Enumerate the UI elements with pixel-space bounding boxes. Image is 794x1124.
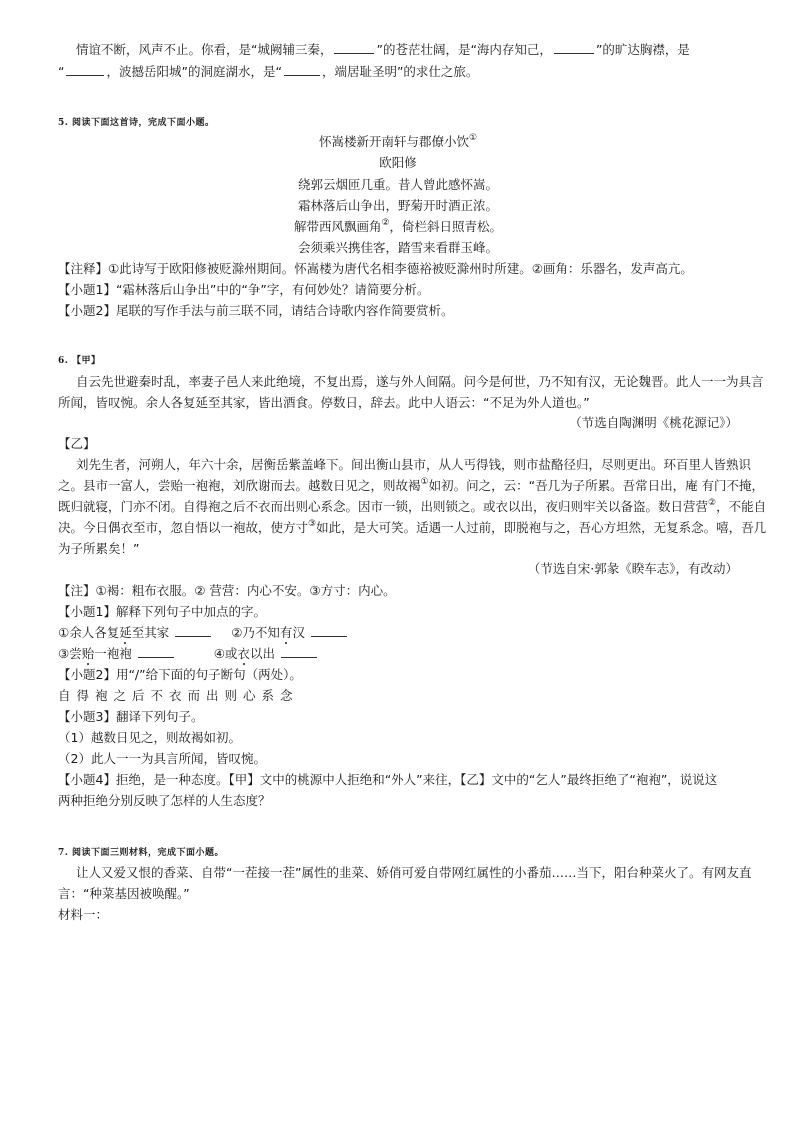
yi-text-line-2: 之。县市一富人，尝贻一袍袍，刘欣谢而去。越数日见之，则故褐①如初。问之，云：“吾几为子所累。吾常日出，庵 有门不掩， <box>58 477 765 493</box>
q6-sub-question-3: 【小题3】翻译下列句子。 <box>58 709 204 724</box>
answer-blank-4[interactable] <box>281 646 317 658</box>
word-item-row-1 <box>58 625 738 641</box>
jia-text-line-2: 所闻，皆叹惋。余人各复延至其家，皆出酒食。停数日，辞去。此中人语云：“不足为外人道也。” <box>58 395 590 410</box>
q5-note: 【注释】①此诗写于欧阳修被贬滁州期间。怀嵩楼为唐代名相李德裕被贬滁州时所建。②画角：乐器名，发声高亢。 <box>58 261 693 276</box>
q7-heading: 7. 阅读下面三则材料，完成下面小题。 <box>58 848 225 858</box>
answer-blank-1[interactable] <box>175 625 211 637</box>
word-item-row-2 <box>58 646 738 662</box>
poem-line-3: 解带西风飘画角②，倚栏斜日照青松。 <box>293 218 503 234</box>
q5-sub-question-1: 【小题1】“霜林落后山争出”中的“争”字，有何妙处？请简要分析。 <box>58 282 430 297</box>
answer-blank-2[interactable] <box>311 625 347 637</box>
poem-line-1: 绕郭云烟匝几重。昔人曾此感怀嵩。 <box>297 177 498 192</box>
q6-sub-question-2: 【小题2】用“/”给下面的句子断句（两处）。 <box>58 667 302 682</box>
note-mark: ① <box>420 477 429 487</box>
yi-text-line-4: 决。今日偶衣至市，忽自悟以一袍故，使方寸③如此，是大可笑。适遇一人过前，即脱袍与之，吾心方坦然，无复系念。嘻，吾几 <box>58 519 767 535</box>
material-one-label: 材料一： <box>58 907 109 922</box>
yi-text-line-3: 既归就寝，门亦不闭。自得袍之后不衣而出则心系念。因市一锁，出则锁之。或衣以出，夜归则牢关以备盗。数日营营②，不能自 <box>58 498 767 514</box>
q7-text-line-2: 言：“种菜基因被唤醒。” <box>58 886 190 901</box>
note-mark: ② <box>708 498 717 508</box>
q6-sub-question-4-line-1: 【小题4】拒绝，是一种态度。【甲】文中的桃源中人拒绝和“外人”来往，【乙】文中的“乞人”最终拒绝了“袍袍”，说说这 <box>58 772 718 787</box>
yi-heading: 【乙】 <box>58 436 96 451</box>
word-item-4: ④或衣以出 <box>214 646 319 661</box>
fill-blank-2[interactable] <box>554 42 594 54</box>
top-paragraph-line-1: 情谊不断，风声不止。你看，是“城阙辅三秦， ”的苍茫壮阔，是“海内存知己， ”的旷达胸襟，是 <box>76 42 690 57</box>
poem-line-4: 会须乘兴携佳客，踏雪来看群玉峰。 <box>297 240 498 255</box>
yi-text-line-5: 为子所累矣！” <box>58 541 140 556</box>
dotted-char: 延 <box>119 625 132 640</box>
q6-sub-question-4-line-2: 两种拒绝分别反映了怎样的人生态度？ <box>58 793 271 808</box>
jia-source: （节选自陶渊明《桃花源记》） <box>569 415 738 430</box>
top-paragraph-line-2: “ ，波撼岳阳城”的洞庭湖水，是“ ，端居耻圣明”的求仕之旅。 <box>58 64 479 79</box>
yi-text-line-1: 刘先生者，河朔人，年六十余，居衡岳紫盖峰下。间出衡山县市，从人丐得钱，则市盐酪径归，尽则更出。环百里人皆熟识 <box>76 457 752 472</box>
translate-item-1: （1）越数日见之，则故褐如初。 <box>58 730 241 745</box>
q7-text-line-1: 让人又爱又恨的香菜、自带“一茬接一茬”属性的韭菜、娇俏可爱自带网红属性的小番茄……当下，阳台种菜火了。有网友直 <box>76 865 752 880</box>
q6-note: 【注】①褐：粗布衣服。② 营营：内心不安。③方寸：内心。 <box>58 583 396 598</box>
jia-text-line-1: 自云先世避秦时乱，率妻子邑人来此绝境，不复出焉，遂与外人间隔。问今是何世，乃不知有汉，无论魏晋。此人一一为具言 <box>76 374 764 389</box>
note-mark: ③ <box>308 519 317 529</box>
q5-heading: 5. 阅读下面这首诗，完成下面小题。 <box>58 118 215 128</box>
word-item-2: ②乃不知有汉 <box>231 625 349 640</box>
answer-blank-3[interactable] <box>138 646 174 658</box>
fill-blank-3[interactable] <box>66 64 104 76</box>
word-item-1: ①余人各复延至其家 <box>58 625 217 640</box>
fill-blank-4[interactable] <box>284 64 320 76</box>
q5-sub-question-2: 【小题2】尾联的写作手法与前三联不同，请结合诗歌内容作简要赏析。 <box>58 303 454 318</box>
note-mark: ② <box>381 218 390 228</box>
yi-source: （节选自宋·郭彖《睽车志》，有改动） <box>527 561 738 576</box>
dotted-char: 贻 <box>81 646 95 661</box>
q6-heading: 6. 【甲】 <box>58 356 101 366</box>
sentence-to-break: 自得袍之后不衣而出则心系念 <box>58 688 299 703</box>
dotted-char: 有 <box>279 625 293 640</box>
poem-line-2: 霜林落后山争出，野菊开时酒正浓。 <box>297 198 498 213</box>
translate-item-2: （2）此人一一为具言所闻，皆叹惋。 <box>58 751 266 766</box>
fill-blank-1[interactable] <box>334 42 374 54</box>
q6-sub-question-1: 【小题1】解释下列句子中加点的字。 <box>58 604 266 619</box>
word-item-3: ③尝贻一袍袍 <box>58 646 180 661</box>
dotted-char: 衣 <box>237 646 250 661</box>
poem-author: 欧阳修 <box>379 155 417 170</box>
poem-title: 怀嵩楼新开南轩与郡僚小饮① <box>318 133 478 149</box>
note-mark: ① <box>468 133 478 143</box>
